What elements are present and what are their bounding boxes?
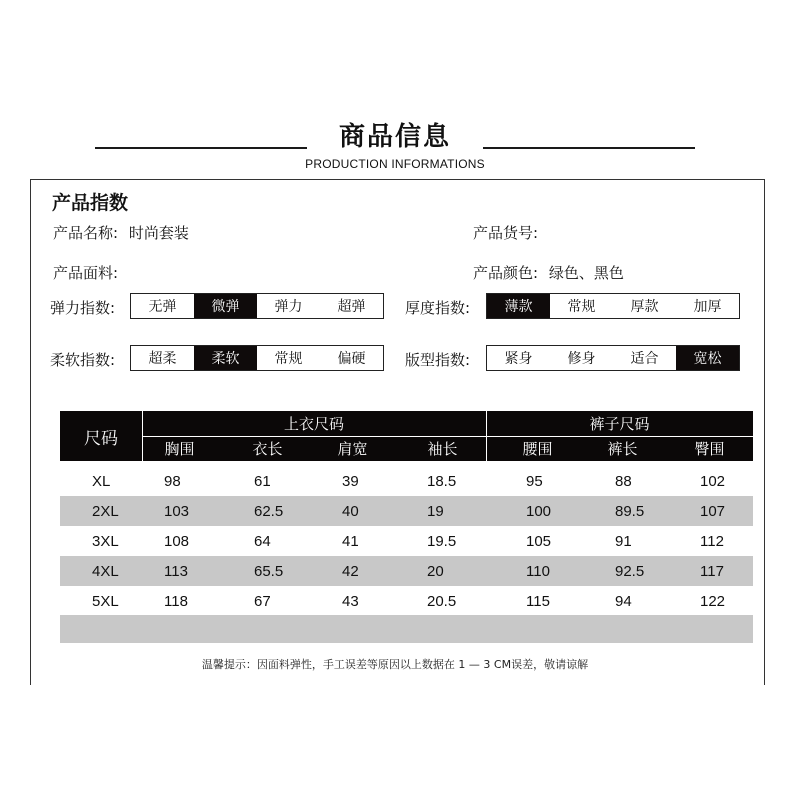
measure-cell: 92.5 — [615, 562, 645, 580]
measure-cell: 20 — [427, 562, 444, 580]
column-header: 肩宽 — [337, 440, 368, 458]
size-cell: 5XL — [92, 592, 119, 610]
elasticity-scale — [130, 293, 384, 319]
measure-cell: 100 — [526, 502, 552, 520]
measure-cell: 103 — [164, 502, 190, 520]
thickness-option: 薄款 — [487, 294, 550, 318]
top-size-group: 上衣尺码 — [283, 415, 344, 433]
measure-cell: 20.5 — [427, 592, 457, 610]
product-color — [473, 262, 624, 283]
softness-label: 柔软指数: — [50, 351, 116, 369]
measure-cell: 41 — [342, 532, 359, 550]
column-header: 腰围 — [522, 440, 553, 458]
column-header: 臀围 — [694, 440, 725, 458]
measure-cell: 43 — [342, 592, 359, 610]
measure-cell: 19 — [427, 502, 444, 520]
measure-cell: 65.5 — [254, 562, 284, 580]
measure-cell: 105 — [526, 532, 552, 550]
thickness-scale — [486, 293, 740, 319]
measure-cell: 115 — [526, 592, 550, 610]
product-color-label: 产品颜色: — [473, 264, 539, 282]
measure-cell: 67 — [254, 592, 271, 610]
pants-size-group: 裤子尺码 — [589, 415, 650, 433]
elasticity-label: 弹力指数: — [50, 299, 116, 317]
product-color-value: 绿色、黑色 — [548, 264, 624, 282]
product-code — [473, 222, 538, 243]
fit-scale — [486, 345, 740, 371]
size-cell: 3XL — [92, 532, 119, 550]
table-row — [60, 466, 753, 496]
fit-option: 适合 — [630, 351, 659, 367]
elasticity-option: 超弹 — [337, 299, 366, 315]
section-title: 产品指数 — [52, 192, 129, 214]
measure-cell: 19.5 — [427, 532, 457, 550]
column-header: 裤长 — [607, 440, 638, 458]
product-name-value: 时尚套装 — [128, 224, 189, 242]
measure-cell: 102 — [700, 472, 726, 490]
product-name-label: 产品名称: — [53, 224, 119, 242]
thickness-label: 厚度指数: — [405, 299, 471, 317]
note-text: 温馨提示：因面料弹性，手工误差等原因以上数据在 1 — 3 CM误差，敬请谅解 — [201, 658, 589, 671]
thickness-option: 厚款 — [630, 299, 659, 315]
thickness-option: 常规 — [567, 299, 596, 315]
measure-cell: 118 — [164, 592, 188, 610]
measure-cell: 39 — [342, 472, 359, 490]
table-row-empty — [60, 615, 753, 643]
size-cell: 2XL — [92, 502, 119, 520]
page-subtitle: PRODUCTION INFORMATIONS — [305, 157, 485, 171]
table-row — [60, 496, 753, 526]
measure-cell: 61 — [254, 472, 271, 490]
table-row — [60, 556, 753, 586]
column-header: 胸围 — [164, 440, 195, 458]
product-fabric — [53, 262, 118, 283]
measure-cell: 40 — [342, 502, 359, 520]
softness-option: 超柔 — [148, 351, 177, 367]
table-row — [60, 526, 753, 556]
measure-cell: 107 — [700, 502, 726, 520]
fit-label: 版型指数: — [405, 351, 471, 369]
fit-option: 紧身 — [504, 351, 533, 367]
product-code-label: 产品货号: — [473, 224, 539, 242]
size-column-header: 尺码 — [84, 428, 118, 449]
product-fabric-label: 产品面料: — [53, 264, 119, 282]
thickness-option: 加厚 — [693, 299, 722, 315]
softness-option: 常规 — [274, 351, 303, 367]
softness-scale — [130, 345, 384, 371]
measure-cell: 108 — [164, 532, 190, 550]
measure-cell: 122 — [700, 592, 726, 610]
elasticity-option: 弹力 — [274, 299, 303, 315]
measure-cell: 64 — [254, 532, 271, 550]
measure-cell: 94 — [615, 592, 632, 610]
measure-cell: 113 — [164, 562, 188, 580]
measure-cell: 112 — [700, 532, 724, 550]
elasticity-option: 无弹 — [148, 299, 177, 315]
product-name — [53, 222, 189, 243]
measure-cell: 88 — [615, 472, 632, 490]
size-cell: XL — [92, 472, 111, 490]
size-cell: 4XL — [92, 562, 119, 580]
column-header: 袖长 — [427, 440, 458, 458]
measure-cell: 89.5 — [615, 502, 645, 520]
page-title: 商品信息 — [338, 122, 451, 152]
table-row — [60, 586, 753, 616]
measure-cell: 91 — [615, 532, 632, 550]
column-header: 衣长 — [252, 440, 283, 458]
measure-cell: 42 — [342, 562, 359, 580]
elasticity-option: 微弹 — [194, 294, 257, 318]
measure-cell: 62.5 — [254, 502, 284, 520]
measure-cell: 98 — [164, 472, 181, 490]
measure-cell: 110 — [526, 562, 550, 580]
softness-option: 偏硬 — [337, 351, 366, 367]
measure-cell: 117 — [700, 562, 724, 580]
fit-option: 修身 — [567, 351, 596, 367]
measure-cell: 18.5 — [427, 472, 457, 490]
size-table-header — [60, 411, 753, 461]
fit-option: 宽松 — [676, 346, 739, 370]
softness-option: 柔软 — [194, 346, 257, 370]
measure-cell: 95 — [526, 472, 543, 490]
